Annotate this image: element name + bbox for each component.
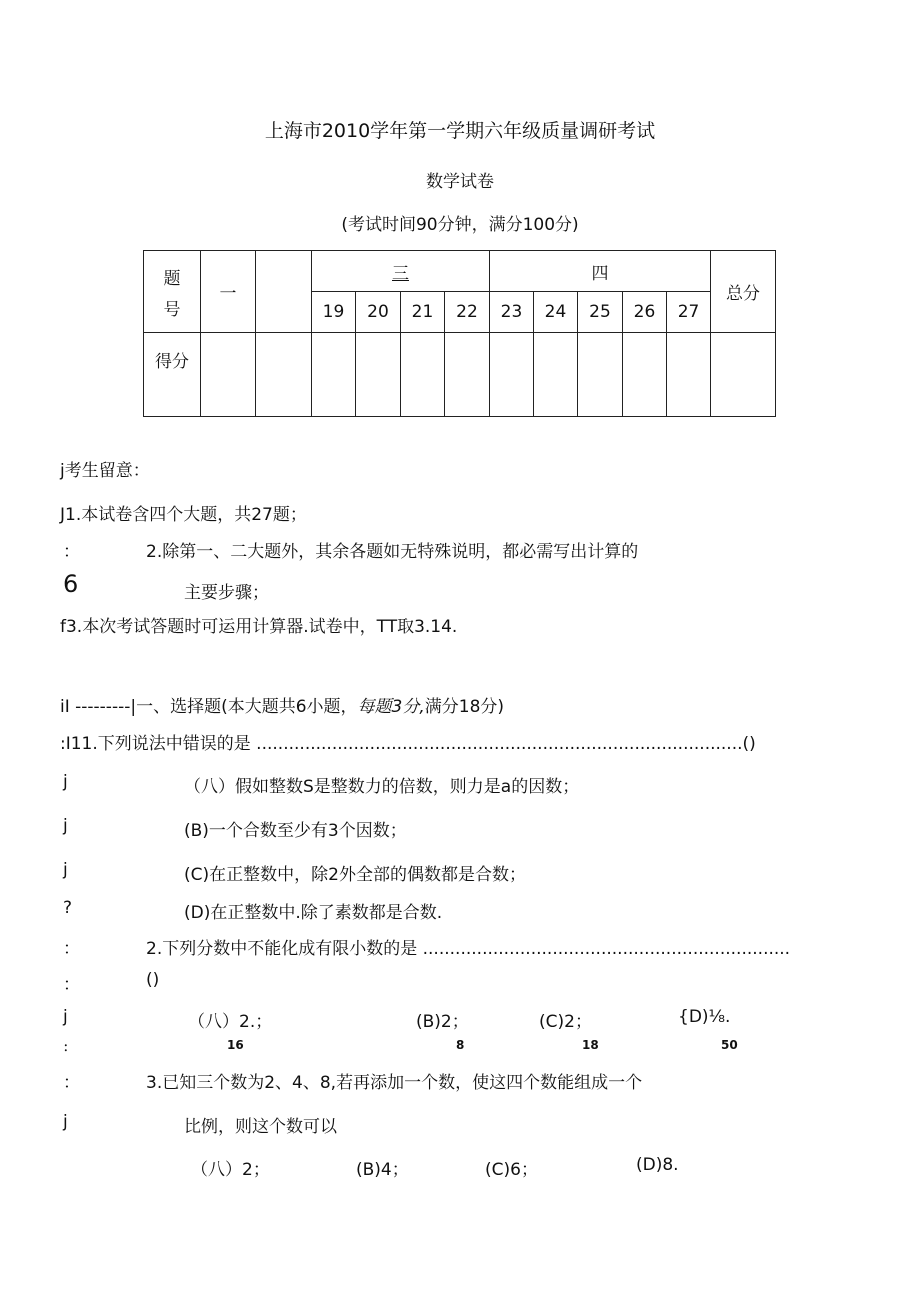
q2-option-c: (C)2；: [539, 1012, 592, 1032]
score-cell[interactable]: [445, 333, 490, 417]
q3-option-c: (C)6；: [485, 1160, 538, 1180]
score-cell[interactable]: [312, 333, 356, 417]
margin-mark: ：: [63, 975, 80, 995]
score-cell[interactable]: [534, 333, 578, 417]
score-row-label: 得分: [144, 333, 201, 417]
score-cell[interactable]: [578, 333, 623, 417]
col-total: 总分: [711, 251, 776, 333]
sub-col: 19: [312, 292, 356, 333]
q2-denominator: 18: [582, 1038, 599, 1052]
margin-mark: j: [63, 860, 68, 880]
q3-option-a: （八）2；: [191, 1160, 270, 1180]
exam-time-note: (考试时间90分钟，满分100分): [341, 215, 579, 235]
score-cell[interactable]: [490, 333, 534, 417]
section-heading-suffix: 满分18分): [424, 697, 505, 717]
q2-denominator: 50: [721, 1038, 738, 1052]
q2-option-d: {D)⅛.: [678, 1007, 731, 1027]
section-heading-italic: 每题3分,: [357, 697, 425, 717]
label-hao: 号: [163, 299, 181, 320]
question-3: 3.已知三个数为2、4、8,若再添加一个数，使这四个数能组成一个: [146, 1073, 643, 1093]
sub-col: 26: [623, 292, 667, 333]
margin-mark: j: [63, 1112, 68, 1132]
exam-title: 上海市2010学年第一学期六年级质量调研考试: [264, 120, 656, 142]
q2-denominator: 16: [227, 1038, 244, 1052]
score-cell[interactable]: [401, 333, 445, 417]
score-table: [143, 250, 776, 417]
q1-option-b: (B)一个合数至少有3个因数；: [184, 821, 407, 841]
q2-option-a: （八）2.；: [188, 1012, 273, 1032]
margin-mark: ：: [63, 542, 80, 562]
sub-col: 27: [667, 292, 711, 333]
col-four: 四: [490, 251, 711, 292]
instruction-item-1: J1.本试卷含四个大题，共27题；: [60, 505, 307, 525]
score-cell[interactable]: [711, 333, 776, 417]
label-ti: 题: [163, 268, 181, 289]
section-heading-prefix: iI ---------|一、选择题(本大题共6小题，: [60, 697, 358, 717]
instruction-item-2: 2.除第一、二大题外，其余各题如无特殊说明，都必需写出计算的: [146, 542, 639, 562]
score-cell[interactable]: [201, 333, 256, 417]
question-number-label: [144, 251, 201, 333]
sub-col: 24: [534, 292, 578, 333]
question-3-cont: 比例，则这个数可以: [184, 1117, 337, 1137]
col-two: [256, 251, 312, 333]
question-2: 2.下列分数中不能化成有限小数的是 ....................................................................: [146, 939, 791, 959]
instruction-item-3: f3.本次考试答题时可运用计算器.试卷中，TT取3.14.: [60, 617, 458, 637]
score-cell[interactable]: [667, 333, 711, 417]
margin-mark: ：: [63, 1040, 76, 1054]
q1-option-d: (D)在正整数中.除了素数都是合数.: [184, 903, 443, 923]
margin-mark: 6: [63, 570, 79, 598]
q2-denominator: 8: [456, 1038, 465, 1052]
q1-option-c: (C)在正整数中，除2外全部的偶数都是合数；: [184, 865, 526, 885]
sub-col: 21: [401, 292, 445, 333]
col-one: 一: [201, 251, 256, 333]
q2-option-b: (B)2；: [416, 1012, 469, 1032]
col-three: 三: [312, 251, 490, 292]
margin-mark: j: [63, 772, 68, 792]
sub-col: 23: [490, 292, 534, 333]
section-1-heading: [60, 692, 504, 717]
score-cell[interactable]: [623, 333, 667, 417]
instruction-item-2-cont: 主要步骤；: [184, 583, 269, 603]
question-1: :I11.下列说法中错误的是 ..........................................................................................(): [60, 734, 756, 754]
sub-col: 22: [445, 292, 490, 333]
q3-option-d: (D)8.: [636, 1155, 679, 1175]
sub-col: 25: [578, 292, 623, 333]
margin-mark: j: [63, 1007, 68, 1027]
exam-subtitle: 数学试卷: [426, 172, 494, 192]
q3-option-b: (B)4；: [356, 1160, 409, 1180]
question-2-answer-bracket: (): [146, 970, 160, 990]
margin-mark: ?: [63, 898, 73, 918]
instructions-heading: j考生留意：: [60, 461, 150, 481]
q1-option-a: （八）假如整数S是整数力的倍数，则力是a的因数；: [184, 777, 580, 797]
score-cell[interactable]: [256, 333, 312, 417]
sub-col: 20: [356, 292, 401, 333]
margin-mark: j: [63, 816, 68, 836]
margin-mark: ：: [63, 939, 80, 959]
margin-mark: ：: [63, 1073, 80, 1093]
score-cell[interactable]: [356, 333, 401, 417]
